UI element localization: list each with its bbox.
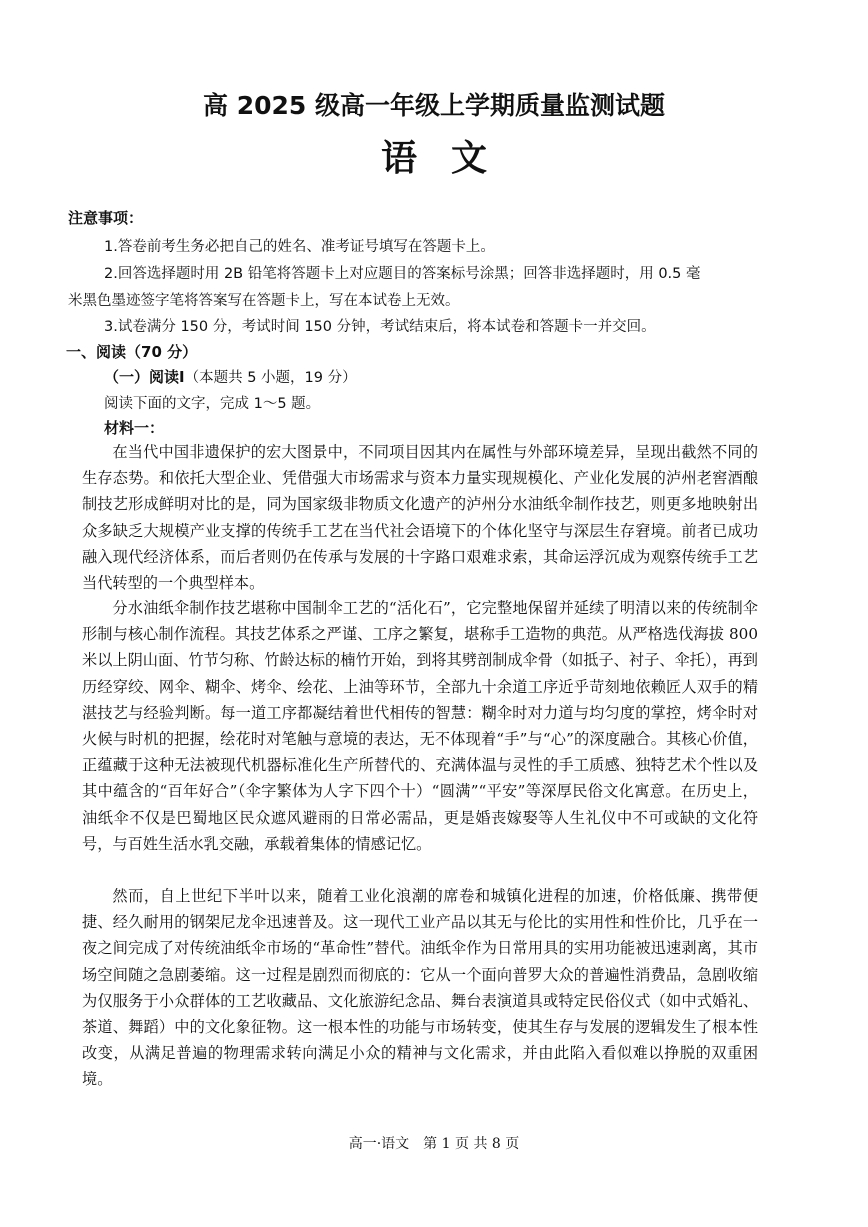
subsection-info: （本题共 5 小题，19 分） [184, 370, 357, 386]
notice-item-2-line-2: 米黑色墨迹签字笔将答案写在答题卡上，写在本试卷上无效。 [68, 293, 460, 309]
notice-heading: 注意事项： [68, 209, 144, 227]
subsection-label: （一）阅读Ⅰ [104, 368, 185, 386]
page-footer: 高一·语文 第 1 页 共 8 页 [348, 1136, 520, 1152]
exam-title: 高 2025 级高一年级上学期质量监测试题 [203, 91, 665, 120]
notice-item-2-line-1: 2.回答选择题时用 2B 铅笔将答题卡上对应题目的答案标号涂黑；回答非选择题时，用 0.5 毫 [104, 266, 701, 282]
subject-title: 语文 [380, 138, 521, 179]
passage-paragraph-3: 然而，自上世纪下半叶以来，随着工业化浪潮的席卷和城镇化进程的加速，价格低廉、携带便捷、经久耐用的钢架尼龙伞迅速普及。这一现代工业产品以其无与伦比的实用性和性价比，几乎在一夜之间完成了对传统油纸伞市场的“革命性”替代。油纸伞作为日常用具的实用功能被迅速剥离，其市场空间随之急剧萎缩。这一过程是剧烈而彻底的：它从一个面向普罗大众的普遍性消费品，急剧收缩为仅服务于小众群体的工艺收藏品、文化旅游纪念品、舞台表演道具或特定民俗仪式（如中式婚礼、茶道、舞蹈）中的文化象征物。这一根本性的功能与市场转变，使其生存与发展的逻辑发生了根本性改变，从满足普遍的物理需求转向满足小众的精神与文化需求，并由此陷入看似难以挣脱的双重困境。 [82, 887, 758, 1089]
reading-instruction: 阅读下面的文字，完成 1～5 题。 [104, 396, 321, 412]
material-label: 材料一： [104, 419, 165, 437]
notice-item-3: 3.试卷满分 150 分，考试时间 150 分钟，考试结束后，将本试卷和答题卡一并交回。 [104, 319, 656, 335]
passage-paragraph-1: 在当代中国非遗保护的宏大图景中，不同项目因其内在属性与外部环境差异，呈现出截然不同的生存态势。和依托大型企业、凭借强大市场需求与资本力量实现规模化、产业化发展的泸州老窖酒酿制技艺形成鲜明对比的是，同为国家级非物质文化遗产的泸州分水油纸伞制作技艺，则更多地映射出众多缺乏大规模产业支撑的传统手工艺在当代社会语境下的个体化坚守与深层生存窘境。前者已成功融入现代经济体系，而后者则仍在传承与发展的十字路口艰难求索，其命运浮沉成为观察传统手工艺当代转型的一个典型样本。 [82, 443, 758, 593]
notice-item-1: 1.答卷前考生务必把自己的姓名、准考证号填写在答题卡上。 [104, 239, 495, 255]
passage-paragraph-2: 分水油纸伞制作技艺堪称中国制伞工艺的“活化石”，它完整地保留并延续了明清以来的传统制伞形制与核心制作流程。其技艺体系之严谨、工序之繁复，堪称手工造物的典范。从严格选伐海拔 800 米以上阴山面、竹节匀称、竹龄达标的楠竹开始，到将其劈剖制成伞骨（如抵子、衬子、伞托），再到历经穿绞、网伞、糊伞、烤伞、绘花、上油等环节，全部九十余道工序近乎苛刻地依赖匠人双手的精湛技艺与经验判断。每一道工序都凝结着世代相传的智慧：糊伞时对力道与均匀度的掌控，烤伞时对火候与时机的把握，绘花时对笔触与意境的表达，无不体现着“手”与“心”的深度融合。其核心价值，正蕴藏于这种无法被现代机器标准化生产所替代的、充满体温与灵性的手工质感、独特艺术个性以及其中蕴含的“百年好合”（伞字繁体为人字下四个十）“圆满”“平安”等深厚民俗文化寓意。在历史上，油纸伞不仅是巴蜀地区民众遮风避雨的日常必需品，更是婚丧嫁娶等人生礼仪中不可或缺的文化符号，与百姓生活水乳交融，承载着集体的情感记忆。 [82, 599, 758, 853]
section-title: 一、阅读（70 分） [66, 343, 198, 361]
subsection-heading [104, 366, 357, 387]
